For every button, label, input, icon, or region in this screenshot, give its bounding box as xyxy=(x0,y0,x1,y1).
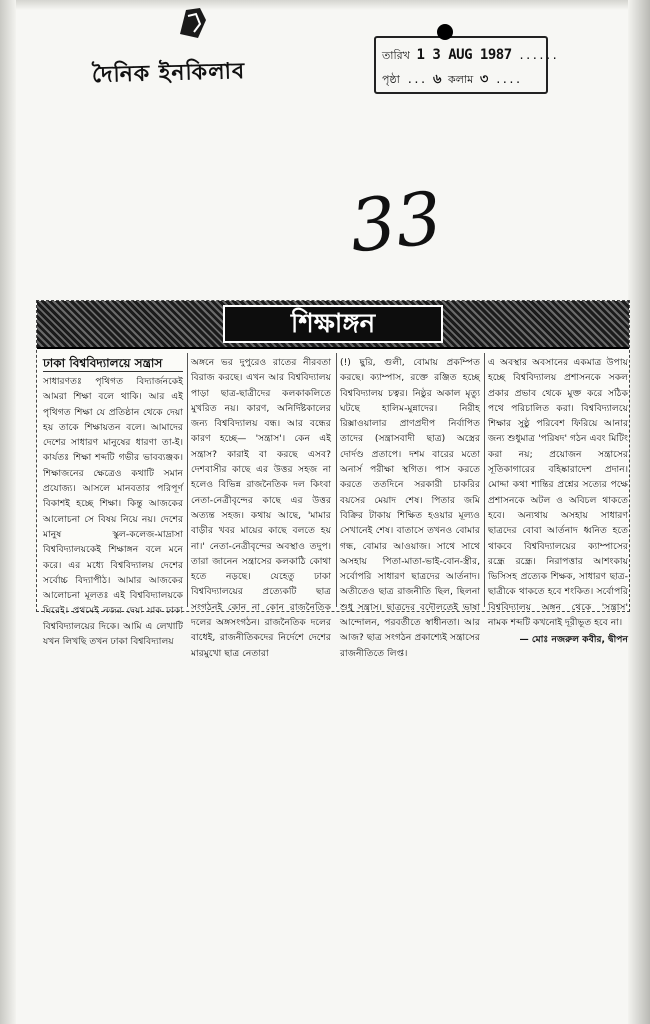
paper-top-edge xyxy=(0,0,650,10)
article-column-text: অঙ্গনে ভর দুপুরেও রাতের নীরবতা বিরাজ করছে। এখন আর বিশ্ববিদ্যালয় পাড়া ছাত্র-ছাত্রীদের কলকাকলিতে মুখরিত নয়। কারণ, অনির্দিষ্টকালের জন্য বিশ্ববিদ্যালয় বন্ধ। আর বন্ধের কারণ হচ্ছে— 'সন্ত্রাস'। কেন এই সন্ত্রাস? কারাই বা করছে এসব? দেশবাসীর কাছে এর উত্তর সহজ না হলেও বিভিন্ন রাজনৈতিক দল কিংবা নেতা-নেত্রীবৃন্দের কাছে এর উত্তর অত্যন্ত সহজ। কথায় আছে, 'মামার বাড়ীর খবর মায়ের কাছে বলতে হয় না।' নেতা-নেত্রীবৃন্দের অবস্থাও তদুপ। তারা জানেন সন্ত্রাসের কলকাঠি কোথা হতে নড়ছে। যেহেতু ঢাকা বিশ্ববিদ্যালয়ের প্রত্যেকটি ছাত্র সংগঠনই কোন না কোন রাজনৈতিক দলের অঙ্গসংগঠন। রাজনৈতিক দলের বাধেই, রাজনীতিকদের নির্দেশে দেশের মারমুখো ছাত্র নেতারা xyxy=(191,357,331,659)
stamp-column: ৩ xyxy=(479,72,489,87)
article-column-2 xyxy=(191,355,331,659)
stamp-page-row xyxy=(382,70,521,91)
paper-left-edge xyxy=(0,0,16,1024)
newspaper-name: দৈনিক ইনকিলাব xyxy=(91,58,246,89)
handwritten-page-number: 33 xyxy=(345,175,446,269)
stamp-date-row xyxy=(382,47,558,66)
stamp-page-label: পৃষ্ঠা xyxy=(382,73,400,86)
article-headline: ঢাকা বিশ্ববিদ্যালয়ে সন্ত্রাস xyxy=(43,355,183,372)
article-byline: — মোঃ নজরুল কবীর, দ্বীপন xyxy=(519,634,628,646)
archive-stamp xyxy=(374,36,559,94)
section-masthead xyxy=(37,301,629,349)
column-rule xyxy=(187,353,188,607)
article-column-4 xyxy=(488,355,628,646)
punch-hole xyxy=(437,24,453,40)
stamp-date-label: তারিখ xyxy=(382,49,410,62)
newspaper-clipping xyxy=(36,300,630,659)
article-column-1 xyxy=(43,355,183,648)
paper-right-edge xyxy=(628,0,650,1024)
column-rule xyxy=(484,353,485,607)
paper-clip-icon xyxy=(176,4,216,42)
stamp-column-label: কলাম xyxy=(448,73,474,86)
article-column-text: এ অবস্থার অবসানের একমাত্র উপায় হচ্ছে বিশ্ববিদ্যালয় প্রশাসনকে সকল প্রকার প্রভাব থেকে মুক্ত করে সঠিক পথে পরিচালিত করা। বিশ্ববিদ্যালয়ে শিক্ষার সুষ্ঠু পরিবেশ ফিরিয়ে আনার জন্য শুধুমাত্র 'পরিষদ' গঠন এবং মিটিং করা নয়; প্রয়োজন সন্ত্রাসের সূতিকাগারের বহিষ্কারাদেশ প্রদান। মোদ্দা কথা শান্তির প্রশ্নের সত্যের পক্ষে প্রশাসনকে অটল ও অবিচল থাকতে হবে। অন্যথায় অসহায় সাধারণ ছাত্রদের বোবা আর্তনাদ ধ্বনিত হতে থাকবে বিশ্ববিদ্যালয়ের ক্যাম্পাসের রন্ধ্রে রন্ধ্রে। নিরাপত্তার আশংকায় ভিসিসহ প্রত্যেক শিক্ষক, সাধারণ ছাত্র-ছাত্রীকে থাকতে হবে শংকিত। সর্বোপরি বিশ্ববিদ্যালয় অঙ্গন থেকে 'সন্ত্রাস' নামক শব্দটি কখনোই দূরীভূত হবে না। xyxy=(488,357,628,629)
article-column-text: (!) ছুরি, গুলী, বোমায় প্রকম্পিত করছে। ক্যাম্পাস, রক্তে রঞ্জিত হচ্ছে বিশ্ববিদ্যালয় চত্বর। নিষ্ঠুর অকাল মৃত্যু ঘটছে হালিম-মুন্নাদের। নিরীহ রিক্সাওয়ালার প্রাণপ্রদীপ নির্বাপিত তাদের (সন্ত্রাসবাদী ছাত্র) অস্ত্রের দোর্দণ্ড প্রতাপে। দশম বারের মতো অনার্স পরীক্ষা স্থগিত। পাস করতে করতে ততদিনে সরকারী চাকরির বয়সের মেয়াদ শেষ। পিতার জমি বিক্রির টাকায় শিক্ষিত হওয়ার মূল্যও সেখানেই শেষ। বাতাসে তখনও বোমার গন্ধ, বোমার আওয়াজ। সাথে সাথে অসহায় পিতা-মাতা-ভাই-বোন-স্ত্রীর, সর্বোপরি সাধারণ ছাত্রদের আর্তনাদ। অতীতেও ছাত্র রাজনীতি ছিল, ছিলনা শুধু সন্ত্রাস। ছাত্রদের বদৌলতেই ভাষা আন্দোলন, পরবর্তীতে স্বাধীনতা। আর আজ? ছাত্র সংগঠন প্রকাশ্যেই সন্ত্রাসের রাজনীতিতে লিপ্ত। xyxy=(340,357,480,659)
column-rule xyxy=(336,353,337,607)
article-column-text: সাধারণতঃ পৃথিগত বিদ্যার্জনকেই আমরা শিক্ষা বলে থাকি। আর এই পৃথিগত শিক্ষা যে প্রতিষ্ঠান থেকে দেয়া হয় তাকে শিক্ষায়তন বলে। আমাদের দেশের সাধারণ মানুষের ধারণা তা-ই। কার্যতঃ শিক্ষা শব্দটি গভীর ভাবব্যঞ্জক। শিক্ষাজনের ক্ষেত্রেও কথাটি সমান প্রযোজ্য। আসলে মানবতার পরিপূর্ণ বিকাশই হচ্ছে শিক্ষা। কিন্তু আজকের আলোচনা সে বিষয় নিয়ে নয়। দেশের মানুষ স্কুল-কলেজ-মাদ্রাসা বিশ্ববিদ্যালয়কেই শিক্ষাঙ্গন বলে মনে করে। এর মধ্যে বিশ্ববিদ্যালয় দেশের সর্বোচ্চ বিদ্যাপীঠ। আমার আজকের আলোচনা মূলতঃ এই বিশ্ববিদ্যালয়কে ঘিরেই। প্রথমেই নজর দেয়া যাক ঢাকা বিশ্ববিদ্যালয়ের দিকে। আমি এ লেখাটি যখন লিখছি তখন ঢাকা বিশ্ববিদ্যালয় xyxy=(43,376,183,648)
stamp-page-dots: ... xyxy=(406,73,427,86)
stamp-date: 1 3 AUG 1987 xyxy=(416,47,512,63)
masthead-title: শিক্ষাঙ্গন xyxy=(290,309,376,339)
stamp-page: ৬ xyxy=(432,72,442,87)
stamp-column-dots: .... xyxy=(494,73,522,86)
article-column-3 xyxy=(340,355,480,659)
stamp-date-dots: ...... xyxy=(518,49,559,62)
masthead-box xyxy=(223,305,443,343)
